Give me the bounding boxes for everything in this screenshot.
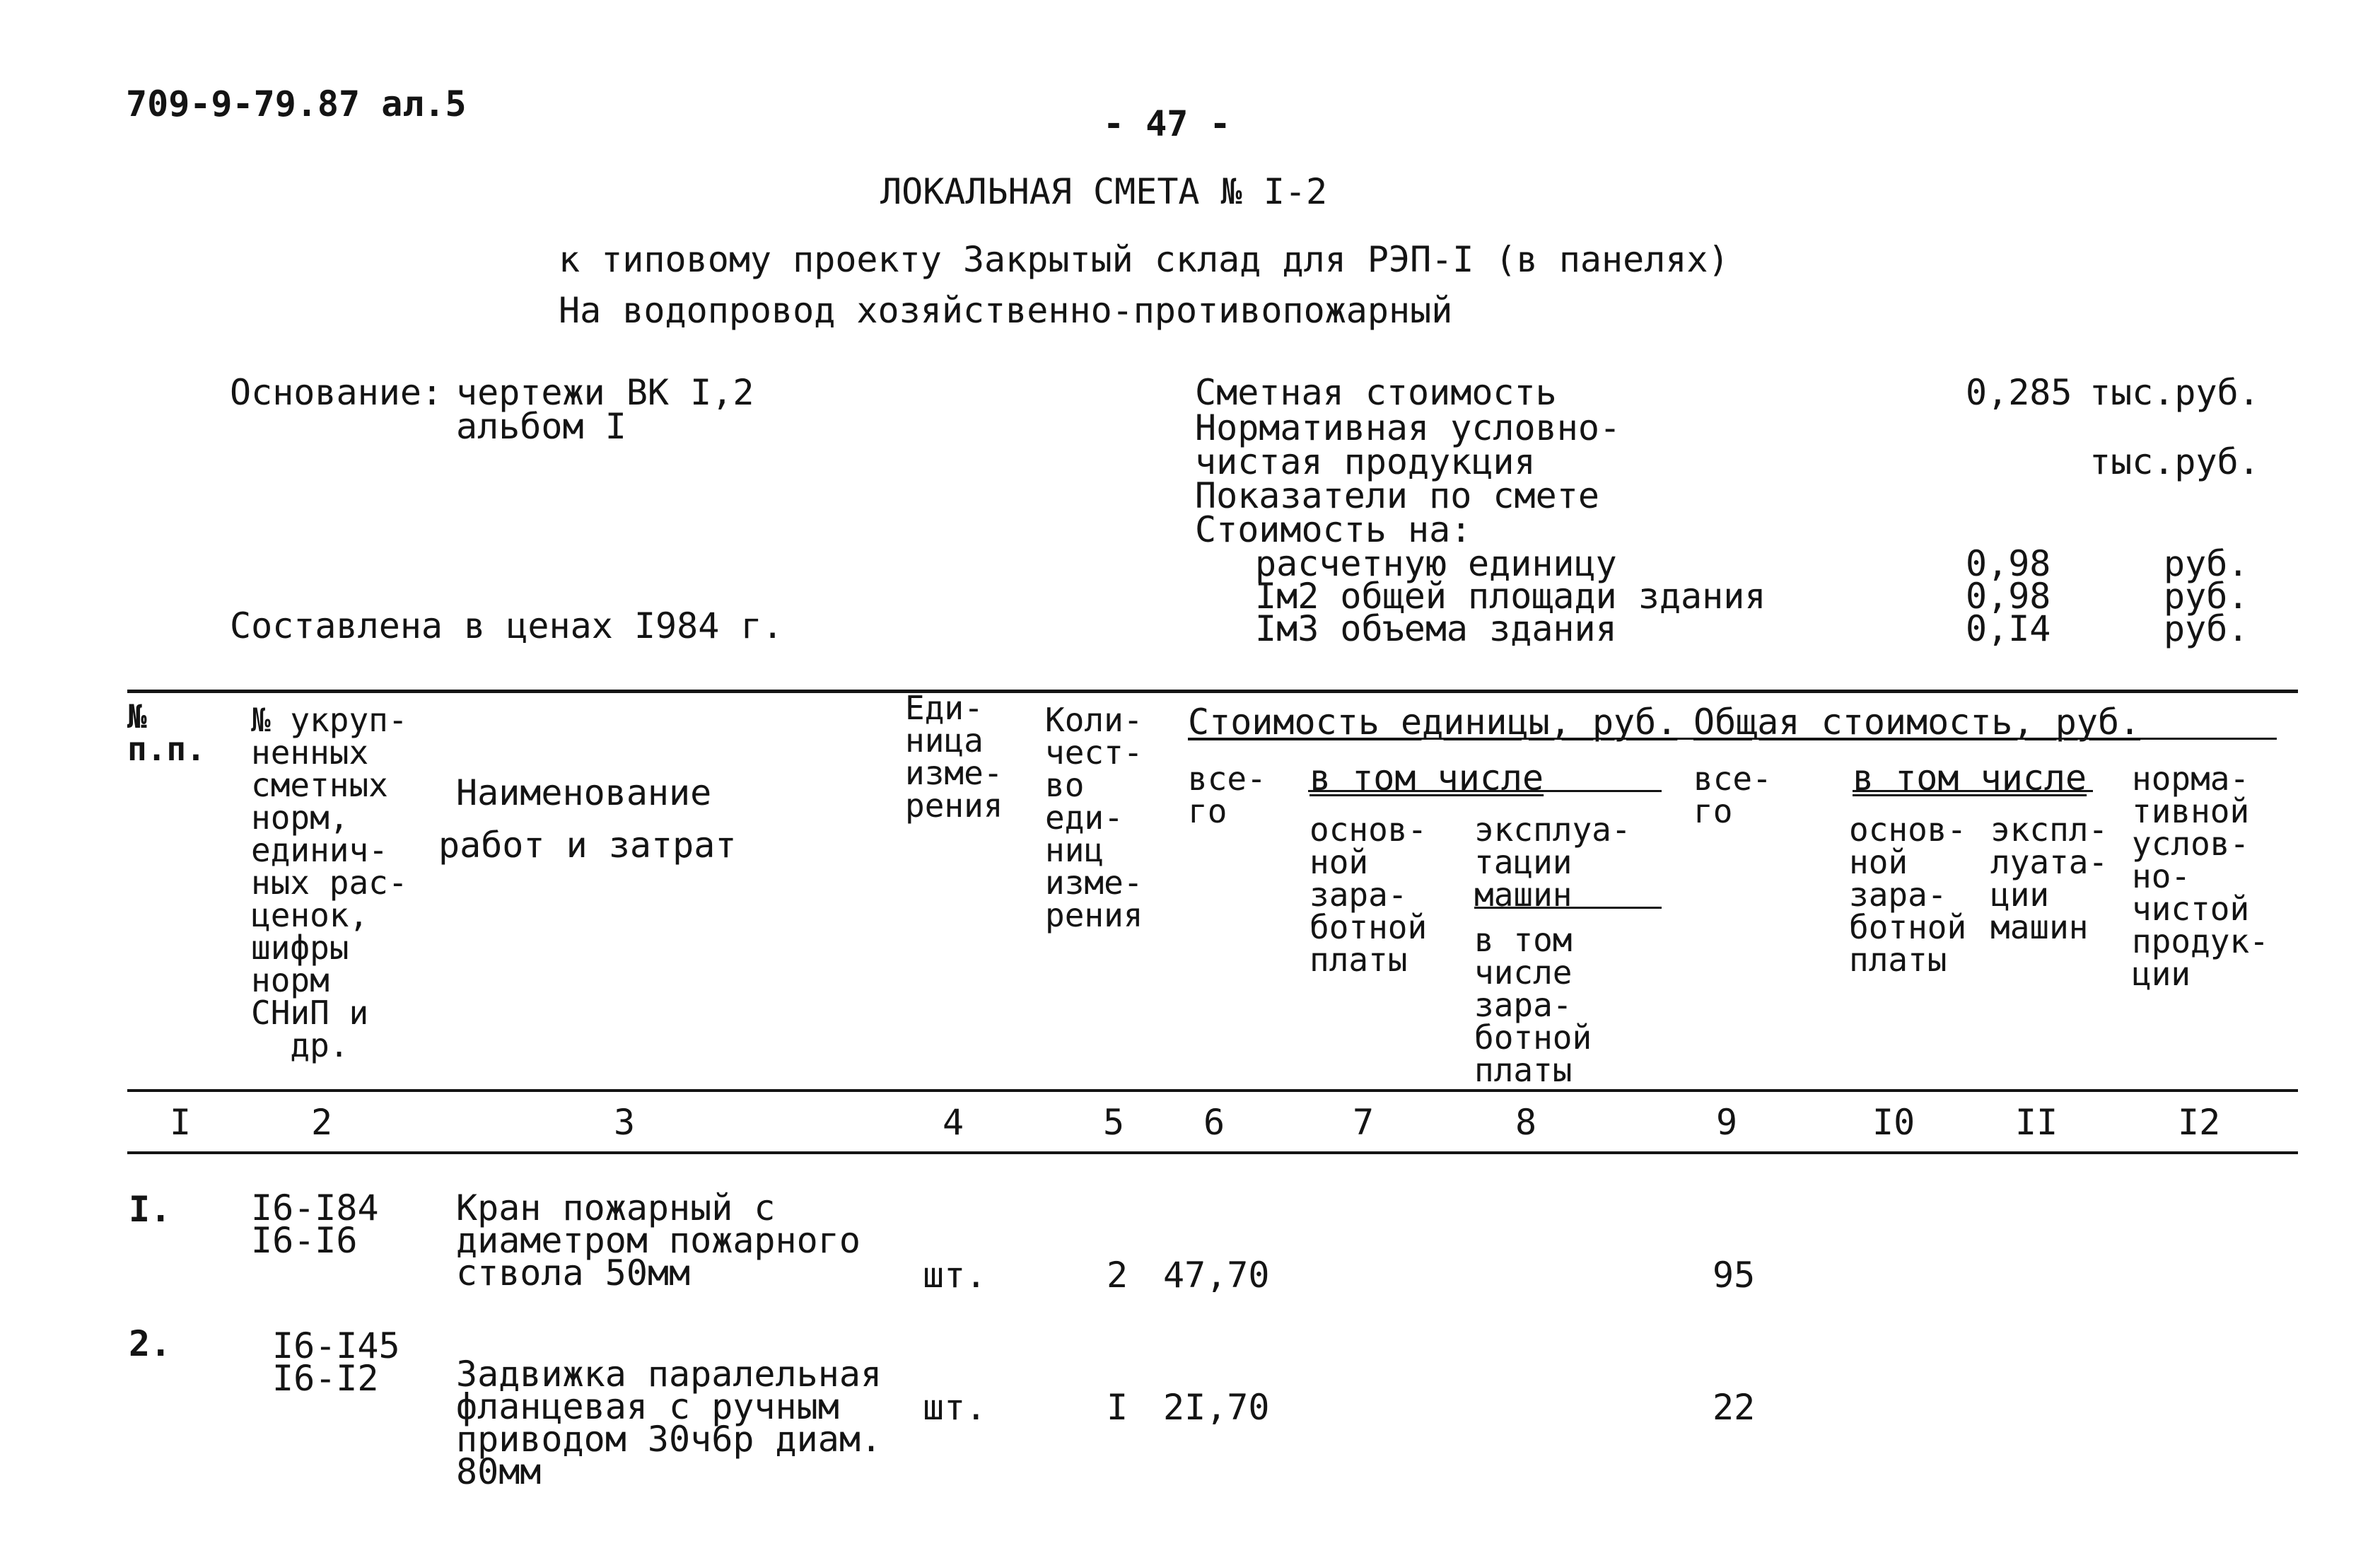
column-number: 6 — [1203, 1102, 1225, 1143]
document-code: 709-9-79.87 ал.5 — [126, 83, 467, 124]
norm-product-label-1: Нормативная условно- — [1195, 407, 1621, 448]
basis-album: альбом I — [456, 406, 626, 447]
col-header-total-cost-group: Общая стоимость, руб. — [1693, 702, 2141, 743]
table-row-name: Задвижка паралельная фланцевая с ручным приводом 30ч6р диам. 80мм — [456, 1354, 882, 1492]
document-subtitle-project: к типовому проекту Закрытый склад для РЭП-I (в панелях) — [559, 239, 1729, 280]
col-header-unit-cost-group: Стоимость единицы, руб. — [1188, 702, 1678, 743]
document-title: ЛОКАЛЬНАЯ СМЕТА № I-2 — [880, 171, 1328, 212]
column-number: 4 — [943, 1102, 964, 1143]
indicator-unit-volume: руб. — [2164, 608, 2249, 649]
col-header-unit-machine: эксплуа- тации машин — [1474, 810, 1631, 914]
col-header-total-machine: экспл- луата- ции машин — [1990, 810, 2108, 946]
indicator-label-unit: расчетную единицу — [1255, 543, 1617, 584]
table-row-qty: 2 — [1107, 1255, 1128, 1296]
table-row-num: I. — [129, 1189, 172, 1230]
indicators-label: Показатели по смете — [1195, 475, 1599, 516]
col-header-codes: № укруп- ненных сметных норм, единич- ных рас- ценок, шифры норм СНиП и др. — [251, 701, 408, 1064]
col-header-incl-total: в том числе — [1853, 757, 2087, 798]
col-header-name-2: работ и затрат — [438, 825, 737, 866]
table-row-codes: I6-I45 I6-I2 — [272, 1325, 400, 1399]
estimated-cost-value: 0,285 — [1966, 372, 2072, 413]
norm-product-unit: тыс.руб. — [2089, 441, 2260, 482]
column-number: I2 — [2178, 1102, 2221, 1143]
column-number: I — [170, 1102, 192, 1143]
indicator-unit-unit: руб. — [2164, 543, 2249, 584]
table-row-name: Кран пожарный с диаметром пожарного ствола 50мм — [456, 1187, 861, 1294]
col-header-unit-machine-wage: в том числе зара- ботной платы — [1474, 921, 1592, 1089]
indicator-value-unit: 0,98 — [1966, 543, 2051, 584]
col-header-unit: Еди- ница изме- рения — [905, 689, 1003, 825]
column-number: I0 — [1872, 1102, 1915, 1143]
col-header-name-1: Наименование — [456, 772, 712, 813]
estimated-cost-label: Сметная стоимость — [1195, 372, 1557, 413]
table-row-unit-total: 47,70 — [1163, 1255, 1270, 1296]
table-row-qty: I — [1107, 1387, 1128, 1428]
table-row-total: 22 — [1713, 1387, 1756, 1428]
table-row-unit: шт. — [923, 1387, 987, 1428]
col-header-num: № п.п. — [127, 697, 206, 768]
table-header-rule — [127, 1089, 2298, 1092]
basis-label: Основание: — [230, 372, 443, 413]
col-header-norm-product: норма- тивной услов- но- чистой продук- ции — [2132, 760, 2269, 993]
column-number: 2 — [311, 1102, 333, 1143]
basis-drawings: чертежи ВК I,2 — [456, 372, 754, 413]
page-number: - 47 - — [1103, 103, 1231, 144]
col-header-incl-unit: в том числе — [1309, 757, 1544, 798]
indicator-value-area: 0,98 — [1966, 576, 2051, 617]
table-row-codes: I6-I84 I6-I6 — [251, 1187, 379, 1261]
table-top-rule — [127, 690, 2298, 693]
price-basis: Составлена в ценах I984 г. — [230, 605, 783, 646]
cost-per-label: Стоимость на: — [1195, 509, 1472, 550]
column-number: 5 — [1103, 1102, 1125, 1143]
indicator-label-area: Iм2 общей площади здания — [1255, 576, 1766, 617]
column-number: 9 — [1716, 1102, 1738, 1143]
col-header-unit-wage: основ- ной зара- ботной платы — [1309, 810, 1428, 979]
document-subtitle-system: На водопровод хозяйственно-противопожарный — [559, 290, 1453, 331]
estimated-cost-unit: тыс.руб. — [2089, 372, 2260, 413]
indicator-value-volume: 0,I4 — [1966, 608, 2051, 649]
table-numbers-rule — [127, 1151, 2298, 1154]
column-number: II — [2015, 1102, 2058, 1143]
column-number: 7 — [1353, 1102, 1375, 1143]
indicator-label-volume: Iм3 объема здания — [1255, 608, 1617, 649]
column-number: 3 — [614, 1102, 636, 1143]
col-header-total-wage: основ- ной зара- ботной платы — [1849, 810, 1967, 979]
col-header-total: все- го — [1693, 760, 1772, 830]
col-header-unit-total: все- го — [1188, 760, 1266, 830]
indicator-unit-area: руб. — [2164, 576, 2249, 617]
column-number: 8 — [1515, 1102, 1537, 1143]
table-row-num: 2. — [129, 1323, 172, 1364]
table-row-unit-total: 2I,70 — [1163, 1387, 1270, 1428]
norm-product-label-2: чистая продукция — [1195, 441, 1536, 482]
table-row-unit: шт. — [923, 1255, 987, 1296]
col-header-qty: Коли- чест- во еди- ниц изме- рения — [1045, 701, 1143, 934]
table-row-total: 95 — [1713, 1255, 1756, 1296]
